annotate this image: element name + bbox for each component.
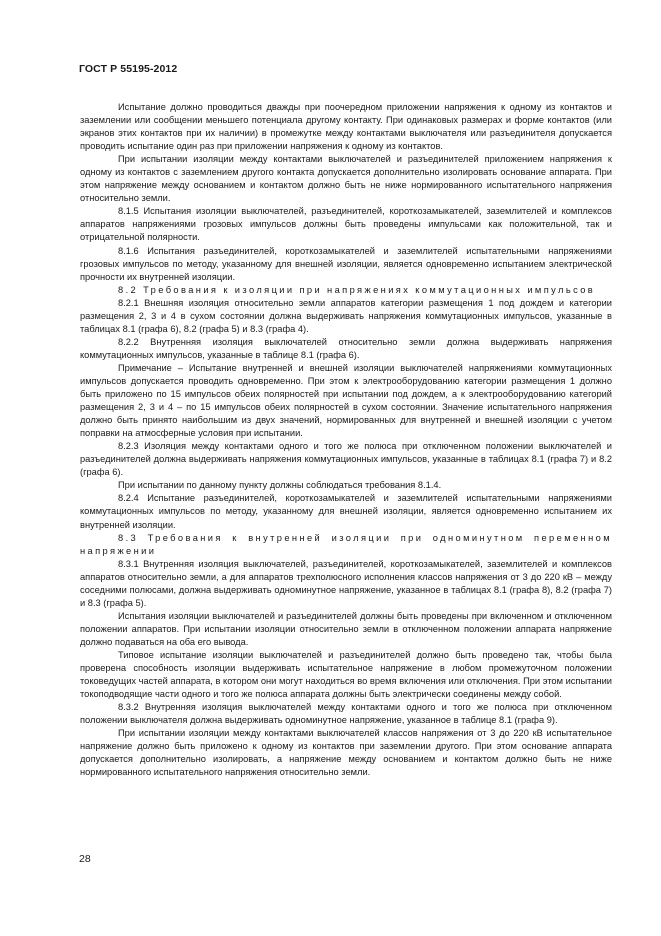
section-heading: 8.2 Требования к изоляции при напряжениях коммутационных импульсов bbox=[118, 284, 596, 295]
body-paragraph: 8.3.1 Внутренняя изоляция выключателей, разъединителей, короткозамыкателей, заземлителей и комплексов аппаратов относительно земли, а для аппаратов трехполюсного исполнения классов напряжения от 3 до 220 кВ – между соседними полюсами, должна выдерживать одноминутное напряжение, указанное в таблицах 8.1 (графа 8), 8.2 (графа 7) и 8.3 (графа 5). bbox=[80, 558, 612, 608]
body-paragraph: Испытание должно проводиться дважды при поочередном приложении напряжения к одному из контактов и заземлении или сообщении меньшего потенциала другому контакту. При одинаковых размерах и форме контактов (или экранов этих контактов при их наличии) в промежутке между контактами выключателя или разъединителя допускается проводить испытание один раз при приложении напряжения к одному из контактов. bbox=[80, 102, 612, 152]
section-heading: 8.3 Требования к внутренней изоляции при одноминутном переменном напряжении bbox=[80, 532, 612, 556]
body-paragraph: 8.2.1 Внешняя изоляция относительно земли аппаратов категории размещения 1 под дождем и категории размещения 2, 3 и 4 в сухом состоянии должна выдерживать напряжения коммутационных импульсов, указанные в таблицах 8.1 (графа 6), 8.2 (графа 5) и 8.3 (графа 4). bbox=[80, 297, 612, 334]
body-paragraph: 8.2.3 Изоляция между контактами одного и того же полюса при отключенном положении выключателей и разъединителей должна выдерживать напряжения коммутационных импульсов, указанные в таблицах 8.1 (графа 7) и 8.2 (графа 6). bbox=[80, 441, 612, 478]
body-paragraph: 8.3.2 Внутренняя изоляция выключателей между контактами одного и того же полюса при отключенном положении выключателя должна выдерживать одноминутное напряжение, указанное в таблице 8.1 (графа 9). bbox=[80, 702, 612, 726]
document-header: ГОСТ Р 55195-2012 bbox=[79, 63, 178, 75]
body-paragraph: 8.1.6 Испытания разъединителей, короткозамыкателей и заземлителей испытательными напряжениями грозовых импульсов по методу, указанному для внешней изоляции, является одновременно испытанием электрической прочности их внутренней изоляции. bbox=[80, 245, 612, 282]
body-paragraph: При испытании изоляции между контактами выключателей классов напряжения от 3 до 220 кВ испытательное напряжение должно быть приложено к одному из контактов при заземлении другого. При этом основание аппарата допускается дополнительно изолировать, а напряжение между основанием и контактом должно быть не ниже нормированного испытательного напряжения относительно земли. bbox=[80, 728, 612, 778]
body-paragraph: 8.2.4 Испытание разъединителей, короткозамыкателей и заземлителей испытательными напряжениями коммутационных импульсов по методу, указанному для внешней изоляции, является одновременно испытанием их внутренней изоляции. bbox=[80, 493, 612, 530]
body-paragraph: 8.1.5 Испытания изоляции выключателей, разъединителей, короткозамыкателей, заземлителей и комплексов аппаратов напряжениями грозовых импульсов должны быть проведены импульсами как положительной, так и отрицательной полярности. bbox=[80, 206, 612, 243]
body-paragraph: При испытании изоляции между контактами выключателей и разъединителей приложением напряжения к одному из контактов с заземлением другого контакта допускается дополнительно изолировать основание аппарата. При этом напряжение между основанием и контактом должно быть не ниже нормированного испытательного напряжения относительно земли. bbox=[80, 154, 612, 204]
body-paragraph: Примечание – Испытание внутренней и внешней изоляции выключателей напряжениями коммутационных импульсов допускается проводить одновременно. При этом к электрооборудованию категории размещения 1 должно быть приложено по 15 импульсов обеих полярностей при испытании под дождем, а к электрооборудованию категорий размещения 2, 3 и 4 – по 15 импульсов обеих полярностей в сухом состоянии. Значение испытательного напряжения должно быть принято наибольшим из двух значений, нормированных для внутренней и внешней изоляции с учетом поправки на атмосферные условия при испытании. bbox=[80, 362, 612, 439]
body-paragraph: Испытания изоляции выключателей и разъединителей должны быть проведены при включенном и отключенном положении аппаратов. При испытании изоляции относительно земли в отключенном положении аппарата напряжение должно подаваться на оба его вывода. bbox=[80, 610, 612, 647]
document-body bbox=[80, 101, 612, 779]
body-paragraph: При испытании по данному пункту должны соблюдаться требования 8.1.4. bbox=[118, 480, 442, 491]
body-paragraph: Типовое испытание изоляции выключателей и разъединителей должно быть проведено так, чтобы была проверена способность изоляции выдерживать испытательное напряжение в любом промежуточном положении токоведущих частей аппарата, в котором они могут находиться во время включения или отключения. При этом испытании токоподводящие части одного и того же полюса аппарата должны быть электрически соединены между собой. bbox=[80, 649, 612, 700]
page-number: 28 bbox=[79, 853, 91, 865]
body-paragraph: 8.2.2 Внутренняя изоляция выключателей относительно земли должна выдерживать напряжения коммутационных импульсов, указанные в таблице 8.1 (графа 6). bbox=[80, 336, 612, 360]
